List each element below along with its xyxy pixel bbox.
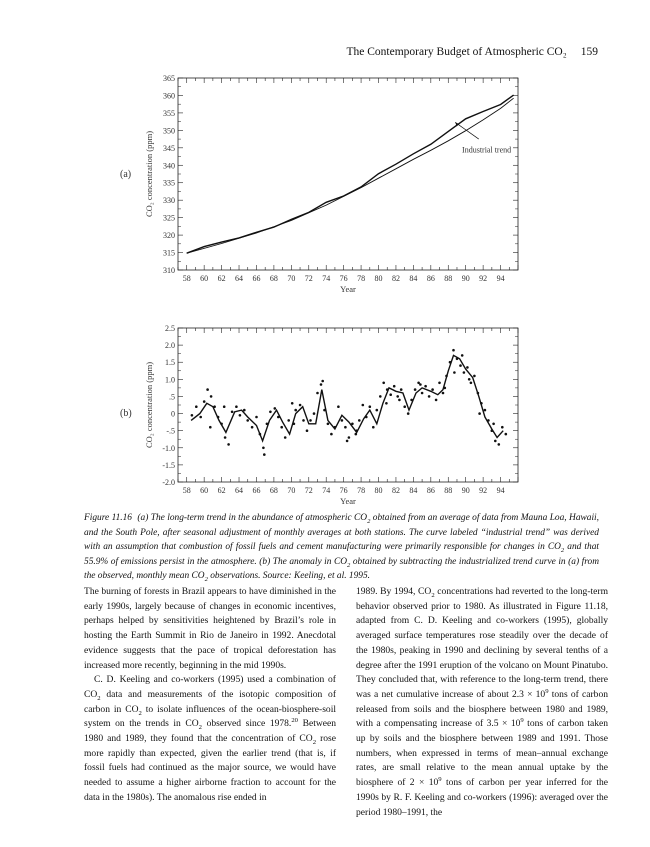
x-tick-label: 78 — [357, 274, 366, 283]
y-tick-label: 355 — [163, 108, 175, 118]
y-tick-label: 2.5 — [165, 324, 175, 333]
caption-text-3: and that 55.9% of emissions persist in the atmosphere. (b) The anomaly in CO — [84, 542, 599, 567]
data-point — [389, 393, 392, 396]
caption-text-4: obtained by subtracting the industrialized trend curve in (a) from the observed, monthly mean CO — [84, 556, 599, 582]
x-tick-label: 78 — [357, 486, 366, 495]
text-run: Between 1980 and 1989, they found that the concentration of CO — [84, 718, 336, 745]
x-tick-label: 76 — [339, 274, 348, 283]
data-point — [277, 416, 280, 419]
data-point — [435, 399, 438, 402]
y-tick-label: 325 — [163, 213, 175, 223]
paragraph — [84, 673, 336, 805]
annotation-label: Industrial trend — [462, 145, 512, 155]
data-point — [438, 382, 441, 385]
y-tick-label: 345 — [163, 143, 175, 153]
data-point — [453, 371, 456, 374]
data-point — [251, 426, 254, 429]
data-point — [223, 405, 226, 408]
superscript: 9 — [520, 717, 524, 725]
x-tick-label: 88 — [444, 274, 453, 283]
data-point — [466, 366, 469, 369]
data-point — [431, 388, 434, 391]
text-run: observed since 1978. — [202, 718, 292, 730]
y-tick-label: 1.5 — [165, 358, 175, 368]
data-point — [227, 443, 230, 446]
y-tick-label: 310 — [163, 266, 175, 275]
data-point — [321, 380, 324, 383]
data-point — [484, 409, 487, 412]
data-point — [239, 414, 242, 417]
x-tick-label: 72 — [304, 274, 313, 283]
superscript: 9 — [545, 687, 549, 695]
data-point — [294, 409, 297, 412]
data-point — [396, 395, 399, 398]
data-point — [480, 402, 483, 405]
caption-text-5: observations. Source: Keeling, et al. 1995. — [207, 571, 370, 582]
y-tick-label: 0 — [171, 409, 175, 419]
x-tick-label: 92 — [479, 274, 488, 283]
data-point — [424, 385, 427, 388]
data-point — [358, 419, 361, 422]
caption-lead: Figure 11.16 — [84, 513, 132, 523]
footnote-ref: 20 — [291, 717, 298, 725]
data-point — [452, 349, 455, 352]
data-point — [407, 412, 410, 415]
data-point — [428, 395, 431, 398]
x-tick-label: 82 — [391, 274, 400, 283]
plot-frame — [178, 328, 518, 482]
y-tick-label: 315 — [163, 248, 175, 258]
panel-label-a: (a) — [120, 169, 132, 180]
x-tick-label: 74 — [322, 486, 331, 495]
data-point — [478, 412, 481, 415]
data-point — [337, 405, 340, 408]
y-tick-label: -1.0 — [162, 443, 175, 453]
data-point — [274, 407, 277, 410]
text-run: concentrations had reverted to the long-term behavior observed prior to 1980. As illustrated in Figure 11.18, adapted from C. D. Keeling and co-workers (1995), globally averaged surface temperatures rose steadily over the decade of the 1980s, peaking in 1990 and declining by several tenths of a degree after the 1991 eruption of the volcano on Mount Pinatubo. They concluded that, with reference to the long-term trend, there was a net cumulative increase of about 2.3 × 10 — [356, 586, 608, 700]
x-tick-label: 94 — [496, 486, 505, 495]
x-tick-label: 60 — [200, 274, 209, 283]
data-point — [346, 440, 349, 443]
data-point — [351, 423, 354, 426]
y-tick-label: -2.0 — [162, 478, 175, 487]
data-point — [269, 411, 272, 414]
data-point — [459, 364, 462, 367]
caption-sub-2: 2 — [560, 547, 565, 555]
data-point — [280, 426, 283, 429]
y-tick-label: 340 — [163, 161, 175, 171]
data-point — [442, 392, 445, 395]
subscript: 2 — [97, 694, 101, 702]
data-point — [491, 429, 494, 432]
data-point — [210, 395, 213, 398]
data-point — [386, 388, 389, 391]
data-point — [235, 405, 238, 408]
running-title: The Contemporary Budget of Atmospheric CO₂ — [346, 46, 567, 58]
y-tick-label: 350 — [163, 126, 175, 136]
data-point — [327, 423, 330, 426]
data-point — [213, 405, 216, 408]
data-point — [461, 354, 464, 357]
text-run: rose more rapidly than expected, given the earlier trend (that is, if fossil fuels had continued as the major source, we would have needed to assume a higher airborne fraction to account for the data in the 1980s). The anomalous rise ended in — [84, 733, 336, 803]
data-point — [344, 426, 347, 429]
text-run: tons of carbon taken up by soils and the biosphere between 1989 and 1991. Those numbers, when expressed in terms of mean–annual exchange rates, are small relative to the mean annual uptake by the biosphere of 2 × 10 — [356, 718, 609, 789]
x-tick-label: 64 — [235, 486, 244, 495]
x-tick-label: 68 — [269, 274, 278, 283]
data-point — [445, 375, 448, 378]
x-tick-label: 62 — [217, 274, 226, 283]
paragraph — [356, 585, 608, 820]
data-point — [306, 429, 309, 432]
x-axis-label: Year — [340, 496, 356, 506]
data-point — [299, 404, 302, 407]
x-tick-label: 94 — [496, 274, 505, 283]
text-run: to isolate influences of the ocean-biosphere-soil system on the trends in CO — [84, 703, 336, 730]
caption-sub-1: 2 — [367, 517, 371, 525]
y-tick-label: .5 — [169, 392, 175, 402]
y-tick-label: 320 — [163, 231, 175, 241]
x-axis-label: Year — [340, 284, 356, 294]
x-tick-label: 58 — [182, 486, 191, 495]
panel-label-b: (b) — [120, 408, 132, 419]
x-tick-label: 66 — [252, 486, 261, 495]
y-axis-label: CO₂ concentration (ppm) — [144, 130, 154, 218]
data-point — [419, 383, 422, 386]
body-column-right — [356, 585, 608, 820]
x-tick-label: 76 — [339, 486, 348, 495]
data-point — [291, 402, 294, 405]
x-tick-label: 84 — [409, 486, 418, 495]
x-tick-label: 88 — [444, 486, 453, 495]
x-tick-label: 84 — [409, 274, 418, 283]
data-point — [379, 395, 382, 398]
y-tick-label: 1.0 — [165, 375, 175, 385]
x-tick-label: 62 — [217, 486, 226, 495]
data-point — [362, 404, 365, 407]
x-tick-label: 64 — [235, 274, 244, 283]
page-number: 159 — [580, 46, 598, 58]
y-tick-label: 330 — [163, 196, 175, 206]
y-tick-label: 365 — [163, 74, 175, 83]
data-point — [320, 383, 323, 386]
data-point — [400, 388, 403, 391]
data-point — [355, 433, 358, 436]
x-tick-label: 80 — [374, 274, 383, 283]
data-point — [414, 388, 417, 391]
data-point — [449, 361, 452, 364]
y-tick-label: -.5 — [166, 426, 175, 436]
data-point — [191, 414, 194, 417]
paragraph: The burning of forests in Brazil appears to have diminished in the early 1990s, largely because of changes in economic incentives, perhaps helped by sensitivities heightened by Brazil’s role in hosting the Earth Summit in Rio de Janeiro in 1992. Anecdotal evidence suggests that the pace of tropical deforestation has increased more recently, beginning in the mid 1990s. — [84, 586, 336, 671]
caption-sub-4: 2 — [204, 576, 208, 584]
data-point — [393, 385, 396, 388]
data-point — [262, 447, 265, 450]
data-point — [287, 419, 290, 422]
x-tick-label: 66 — [252, 274, 261, 283]
data-point — [498, 443, 501, 446]
x-tick-label: 80 — [374, 486, 383, 495]
data-point — [206, 388, 209, 391]
data-point — [330, 433, 333, 436]
data-point — [217, 416, 220, 419]
data-point — [403, 405, 406, 408]
x-tick-label: 58 — [182, 274, 191, 283]
y-tick-label: 335 — [163, 178, 175, 188]
data-point — [492, 423, 495, 426]
x-tick-label: 90 — [461, 274, 470, 283]
data-point — [382, 382, 385, 385]
x-tick-label: 74 — [322, 274, 331, 283]
smooth-anomaly-curve — [191, 355, 503, 441]
y-axis-label: CO₂ concentration (ppm) — [144, 361, 154, 449]
subscript: 2 — [431, 591, 435, 599]
data-point — [231, 411, 234, 414]
x-tick-label: 90 — [461, 486, 470, 495]
data-point — [263, 453, 266, 456]
text-run: tons of carbon released from soils and the biosphere between 1980 and 1989, with a compensating increase of 3.5 × 10 — [356, 688, 608, 730]
subscript: 2 — [312, 738, 317, 746]
x-tick-label: 70 — [287, 274, 296, 283]
data-point — [473, 375, 476, 378]
x-tick-label: 86 — [426, 274, 435, 283]
data-point — [316, 392, 319, 395]
body-column-left — [84, 585, 336, 806]
data-point — [224, 436, 227, 439]
data-point — [398, 399, 401, 402]
data-point — [348, 436, 351, 439]
text-run: 1989. By 1994, CO — [356, 586, 432, 597]
data-point — [334, 426, 337, 429]
data-point — [266, 423, 269, 426]
data-point — [293, 423, 296, 426]
data-point — [385, 402, 388, 405]
data-point — [259, 433, 262, 436]
data-point — [365, 416, 368, 419]
data-point — [372, 426, 375, 429]
data-point — [463, 371, 466, 374]
data-point — [199, 416, 202, 419]
data-point — [470, 382, 473, 385]
y-tick-label: 360 — [163, 91, 175, 101]
data-point — [246, 419, 249, 422]
caption-text-1: (a) The long-term trend in the abundance of atmospheric CO — [137, 513, 368, 523]
data-point — [468, 378, 471, 381]
data-point — [410, 399, 413, 402]
x-tick-label: 82 — [391, 486, 400, 495]
data-point — [355, 429, 358, 432]
figure-caption — [84, 511, 599, 584]
data-point — [505, 433, 508, 436]
data-point — [195, 405, 198, 408]
data-point — [376, 409, 379, 412]
data-point — [477, 392, 480, 395]
data-point — [255, 416, 258, 419]
data-point — [341, 419, 344, 422]
data-point — [501, 426, 504, 429]
data-point — [313, 412, 316, 415]
data-point — [421, 392, 424, 395]
x-tick-label: 92 — [479, 486, 488, 495]
text-run: data and measurements of the isotopic composition of carbon in CO — [84, 688, 336, 715]
data-point — [309, 419, 312, 422]
x-tick-label: 60 — [200, 486, 209, 495]
subscript: 2 — [138, 709, 142, 717]
data-point — [243, 409, 246, 412]
x-tick-label: 72 — [304, 486, 313, 495]
subscript: 2 — [198, 724, 203, 732]
caption-sub-3: 2 — [347, 561, 351, 569]
data-point — [203, 400, 206, 403]
y-tick-label: -1.5 — [162, 460, 175, 470]
y-tick-label: 2.0 — [165, 341, 175, 351]
x-tick-label: 68 — [269, 486, 278, 495]
data-point — [369, 405, 372, 408]
caption-text-2: obtained from an average of data from Mauna Loa, Hawaii, and the South Pole, after seasonal adjustment of monthly averages at both stations. The curve labeled “industrial trend” was derived with an assumption that combustion of fossil fuels and cement manufacturing were primarily responsible for changes in CO — [84, 513, 600, 553]
data-point — [323, 409, 326, 412]
x-tick-label: 70 — [287, 486, 296, 495]
data-point — [456, 358, 459, 361]
superscript: 9 — [438, 775, 442, 783]
data-point — [209, 426, 212, 429]
data-point — [444, 387, 447, 390]
data-point — [284, 436, 287, 439]
data-point — [302, 419, 305, 422]
x-tick-label: 86 — [426, 486, 435, 495]
data-point — [487, 419, 490, 422]
text-run: C. D. Keeling and co-workers (1995) used a combination of CO — [84, 674, 336, 700]
data-point — [494, 440, 497, 443]
text-run: tons of carbon per year inferred for the 1990s by R. F. Keeling and co-workers (1996): averaged over the period 1980–1991, the — [356, 777, 608, 818]
data-point — [220, 423, 223, 426]
